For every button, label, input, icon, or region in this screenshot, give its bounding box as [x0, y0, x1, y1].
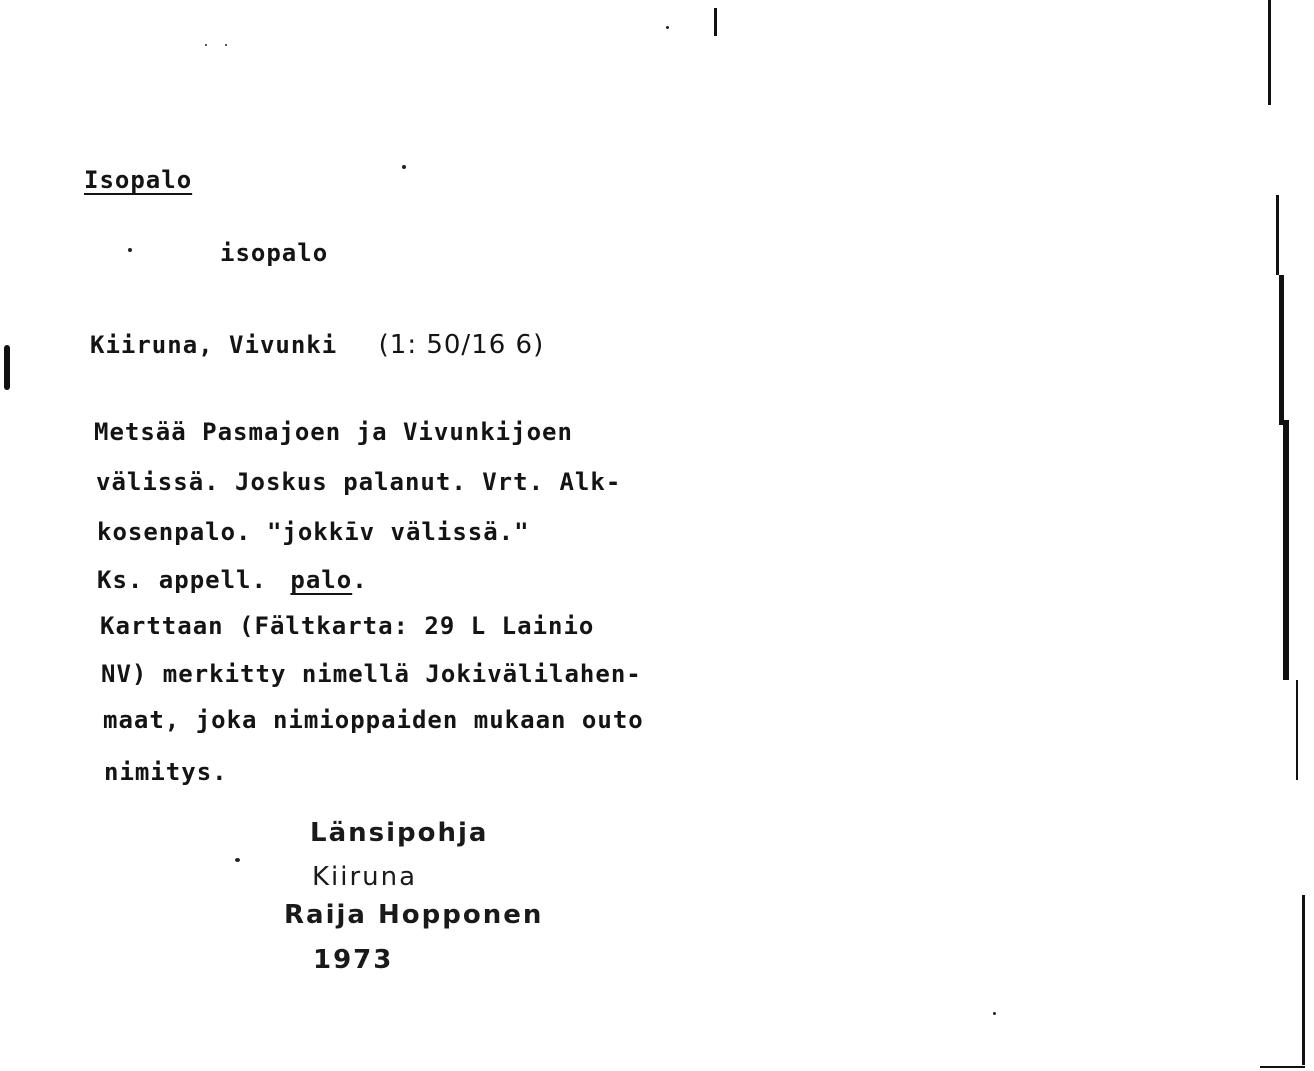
scan-edge-line	[1279, 275, 1284, 425]
location-text: Kiiruna, Vivunki	[90, 331, 338, 359]
scan-speck	[205, 44, 207, 46]
scan-edge-line	[1296, 680, 1298, 780]
scan-edge-line	[1268, 0, 1271, 105]
appellative-prefix: Ks. appell.	[97, 566, 267, 594]
scan-speck	[225, 44, 227, 46]
map-note-line: nimitys.	[104, 758, 228, 786]
appellative-suffix: .	[352, 566, 368, 594]
scan-speck	[128, 248, 132, 252]
scan-edge-line	[1283, 420, 1289, 680]
stamp-region: Länsipohja	[310, 818, 489, 848]
map-note-line: Karttaan (Fältkarta: 29 L Lainio	[100, 612, 595, 640]
scan-edge-line	[1276, 195, 1279, 275]
scan-edge-line	[4, 345, 10, 390]
scan-speck	[666, 26, 669, 29]
stamp-year: 1973	[313, 945, 394, 975]
scan-edge-line	[1260, 1066, 1305, 1068]
description-line: Metsää Pasmajoen ja Vivunkijoen	[94, 418, 573, 446]
scan-edge-line	[1302, 895, 1305, 1065]
stamp-collector: Raija Hopponen	[284, 900, 544, 930]
scan-speck	[402, 165, 406, 169]
pronunciation: isopalo	[220, 239, 329, 267]
description-line: kosenpalo. "jokkīv välissä."	[97, 518, 530, 546]
description-line: välissä. Joskus palanut. Vrt. Alk-	[96, 468, 622, 496]
scan-speck	[993, 1012, 996, 1015]
map-note-line: maat, joka nimioppaiden mukaan outo	[103, 706, 644, 734]
stamp-parish: Kiiruna	[312, 862, 418, 892]
appellative-word: palo	[290, 566, 353, 594]
map-note-line: NV) merkitty nimellä Jokivälilahen-	[101, 660, 642, 688]
appellative-reference	[97, 566, 368, 594]
scan-speck	[235, 858, 240, 862]
headword: Isopalo	[84, 166, 193, 194]
scan-edge-line	[714, 8, 717, 36]
location	[90, 330, 544, 360]
map-reference: (1: 50/16 6)	[378, 330, 545, 360]
